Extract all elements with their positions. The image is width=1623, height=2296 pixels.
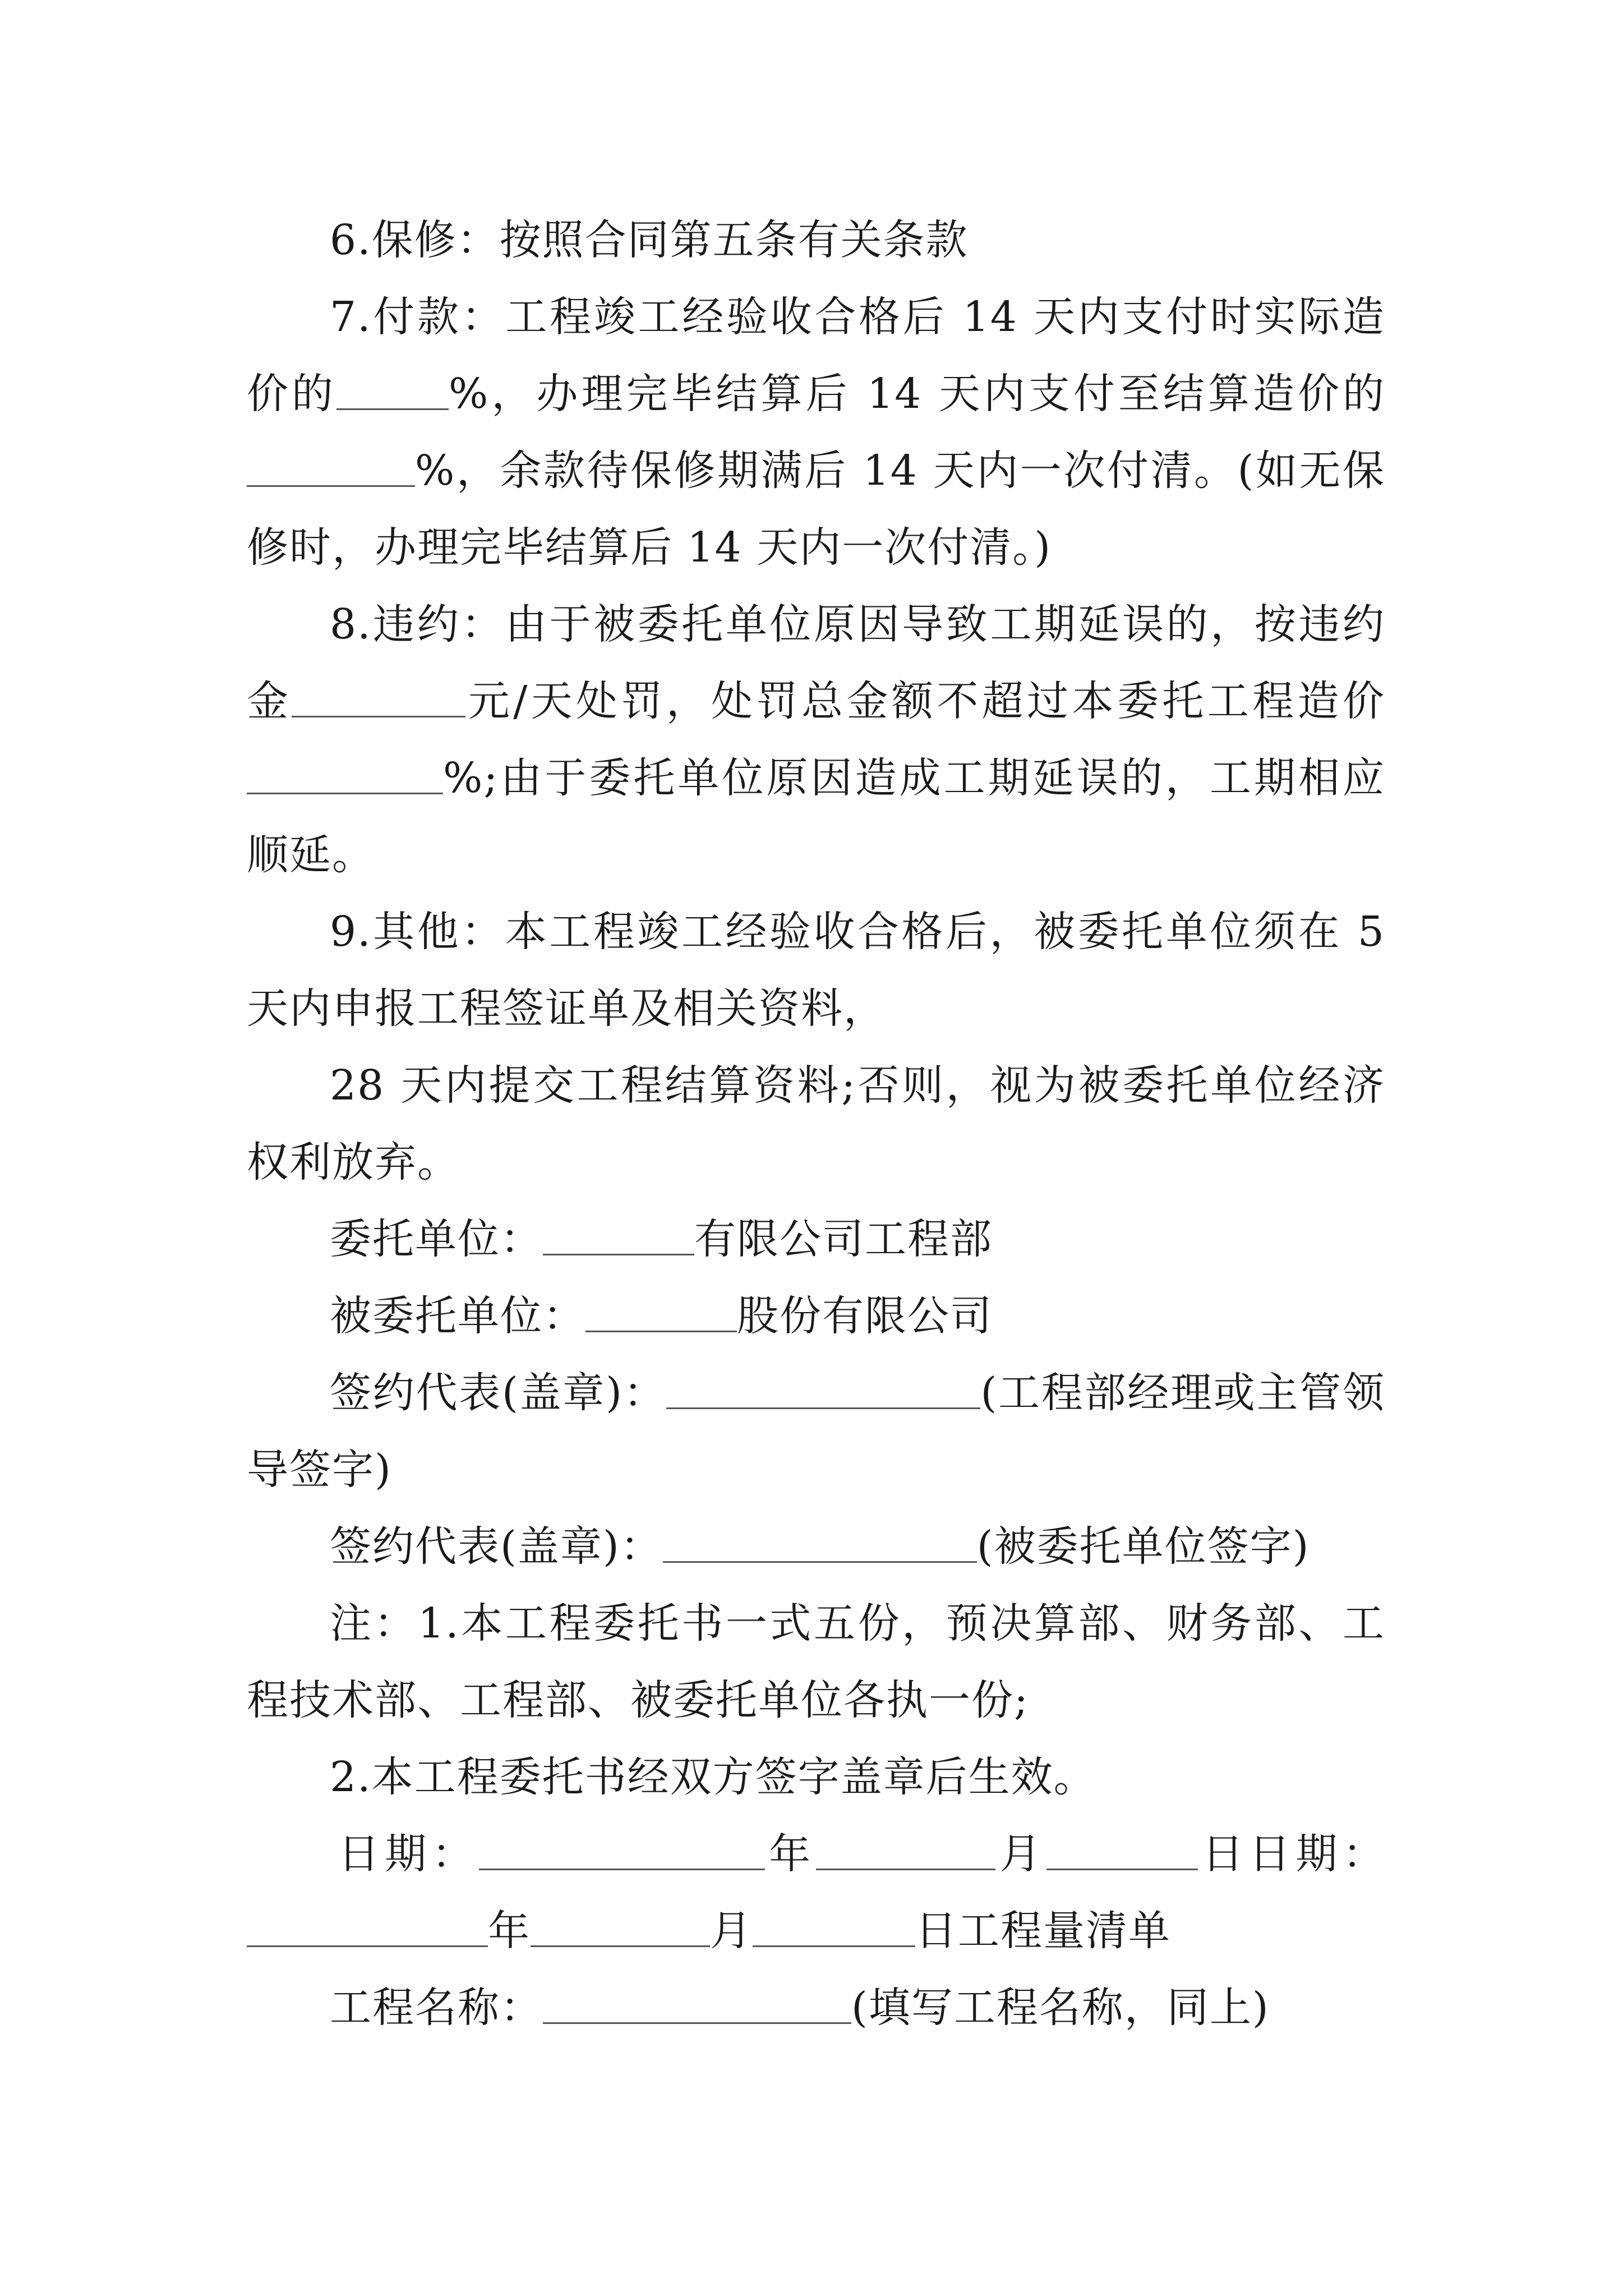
clause-breach-text-3: %;由于委托单位原因造成工期延误的，工期相应顺延。 [247,754,1385,879]
contractor-unit-blank [585,1293,737,1332]
signatory-client-note: (工程部经理或主管领导签字) [247,1369,1385,1494]
note-copies-text: 注：1.本工程委托书一式五份，预决算部、财务部、工程技术部、工程部、被委托单位各执一份; [247,1599,1385,1724]
penalty-percent-blank [247,755,443,794]
signatory-contractor-note: (被委托单位签字) [976,1522,1310,1571]
clause-breach-text-1: 8.违约：由于被委托单位原因导致工期延误的，按违约金 [247,600,1385,725]
signatory-client-blank [666,1370,980,1409]
document-body [247,202,1385,2046]
signatory-contractor-label: 签约代表(盖章)： [330,1522,663,1571]
payment-percent-blank-1 [336,371,449,410]
penalty-amount-blank [292,678,465,717]
date-month-blank-2 [531,1908,710,1947]
clause-other-continued-text: 28 天内提交工程结算资料;否则，视为被委托单位经济权利放弃。 [247,1061,1385,1186]
clause-payment-text-1: 7.付款：工程竣工经验收合格后 14 天内支付时实际造价的 [247,293,1385,418]
date-year-blank-2 [247,1908,488,1947]
signatory-client-line [247,1355,1385,1508]
client-unit-line [247,1201,1385,1278]
client-unit-label: 委托单位： [330,1215,543,1263]
date-day-label-2: 日工程量清单 [915,1907,1171,1955]
date-day-blank-2 [753,1908,915,1947]
contractor-unit-label: 被委托单位： [330,1292,585,1340]
note-effective-text: 2.本工程委托书经双方签字盖章后生效。 [330,1753,1096,1801]
date-month-blank-1 [816,1831,995,1870]
date-day-blank-1 [1046,1831,1198,1870]
clause-payment [247,279,1385,586]
date-year-label-2: 年 [488,1907,531,1955]
payment-percent-blank-2 [247,448,415,487]
date-day-label-1: 日日期： [1197,1830,1386,1878]
date-month-label-1: 月 [995,1830,1046,1878]
contractor-unit-line [247,1278,1385,1355]
date-month-label-2: 月 [710,1907,753,1955]
clause-payment-text-3: %，余款待保修期满后 14 天内一次付清。(如无保修时，办理完毕结算后 14 天内一次付清。) [247,447,1385,572]
note-copies [247,1585,1385,1739]
contractor-unit-suffix: 股份有限公司 [737,1292,993,1340]
date-line [247,1816,1385,1970]
clause-payment-text-2: %，办理完毕结算后 14 天内支付至结算造价的 [449,370,1385,418]
clause-other [247,894,1385,1047]
clause-breach [247,586,1385,894]
project-name-label: 工程名称： [330,1984,543,2032]
clause-warranty-text: 6.保修：按照合同第五条有关条款 [330,216,969,264]
date-year-blank-1 [479,1831,765,1870]
date-label-1: 日期： [338,1830,479,1878]
project-name-note: (填写工程名称，同上) [851,1984,1270,2032]
signatory-contractor-blank [663,1524,977,1563]
clause-other-text: 9.其他：本工程竣工经验收合格后，被委托单位须在 5 天内申报工程签证单及相关资料， [247,908,1385,1033]
date-year-label-1: 年 [764,1830,816,1878]
client-unit-blank [543,1216,694,1255]
client-unit-suffix: 有限公司工程部 [694,1215,993,1263]
signatory-contractor-line [247,1508,1385,1585]
clause-other-continued [247,1047,1385,1201]
project-name-blank [543,1985,851,2024]
clause-breach-text-2: 元/天处罚，处罚总金额不超过本委托工程造价 [465,677,1386,725]
clause-warranty [247,202,1385,279]
note-effective [247,1739,1385,1816]
project-name-line [247,1970,1385,2046]
signatory-client-label: 签约代表(盖章)： [330,1369,667,1417]
